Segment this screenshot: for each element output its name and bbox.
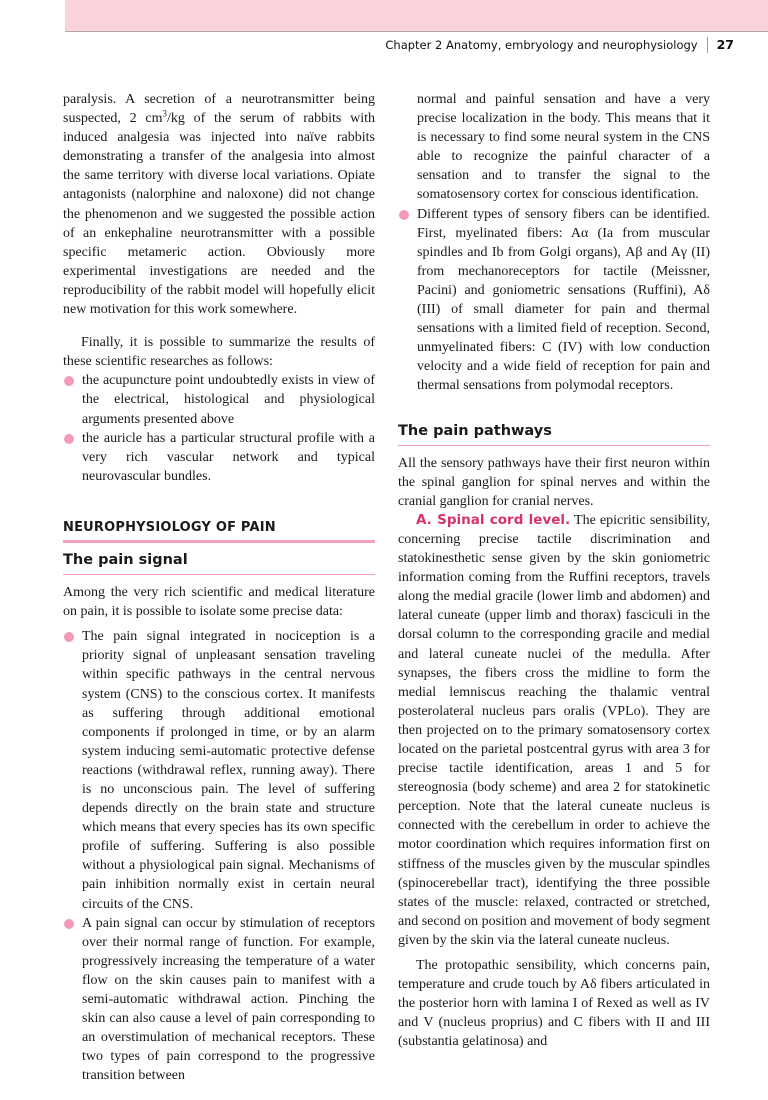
section-heading: NEUROPHYSIOLOGY OF PAIN	[63, 518, 375, 543]
list-item-text: the acupuncture point undoubtedly exists in view of the electrical, histological and physiological arguments presented above	[82, 373, 375, 427]
bullet-list	[398, 205, 710, 396]
chapter-title: Chapter 2 Anatomy, embryology and neurophysiology	[385, 38, 698, 52]
paragraph: Among the very rich scientific and medical literature on pain, it is possible to isolate some precise data:	[63, 585, 375, 620]
paragraph	[63, 90, 375, 319]
left-column	[63, 90, 375, 1100]
paragraph	[398, 511, 710, 950]
right-column	[398, 90, 710, 1052]
paragraph-text: paralysis. A secretion of a neurotransmitter being suspected, 2 cm	[63, 92, 375, 127]
list-item	[398, 205, 710, 396]
inline-heading: A. Spinal cord level.	[416, 511, 571, 528]
header-divider	[707, 37, 708, 53]
bullet-list	[63, 627, 375, 1085]
list-item	[63, 627, 375, 913]
list-item-text: Different types of sensory fibers can be identified. First, myelinated fibers: Aα (Ia from muscular spindles and Ib from Golgi organs), Aβ and Aγ (II) from mechanoreceptors for tactile (Meissner, Pacini) and goniometric sensations (Ruffini), Aδ (III) of small diameter for pain and thermal sensations with a limited field of reception. Second, unmyelinated fibers: C (IV) with low conduction velocity and a wide field of reception for pain and thermal sensations from polymodal receptors.	[417, 206, 710, 394]
list-item-text: The pain signal integrated in nociception is a priority signal of unpleasant sensation traveling within specific pathways in the central nervous system (CNS) to the conscious cortex. It manifests as suffering through additional emotional components if prolonged in time, or by an alarm system inducing semi-automatic protective defense reactions (withdrawal reflex, running away). There is no unconscious pain. The level of suffering depends directly on the brain state and structure which means that every species has its own specific profile of suffering. Suffering is also possible without a physiological pain signal. Mechanisms of pain inhibition normally exist in certain neural circuits of the CNS.	[82, 629, 375, 912]
subheading: The pain signal	[63, 551, 375, 575]
list-item	[63, 429, 375, 486]
list-item-text: A pain signal can occur by stimulation of receptors over their normal range of function. For example, progressively increasing the temperature of a water flow on the skin causes pain to manifest with a semi-automatic withdrawal action. Pinching the skin can also cause a level of pain corresponding to an overstimulation of mechanical receptors. These two types of pain correspond to the progressive transition between	[82, 915, 375, 1084]
list-item	[63, 371, 375, 428]
bullet-icon	[64, 376, 74, 386]
paragraph: normal and painful sensation and have a very precise localization in the body. This means that it is necessary to find some neural system in the CNS able to recognize the painful character of a sensation and to transfer the signal to the somatosensory cortex for conscious identification.	[417, 92, 710, 203]
subheading: The pain pathways	[398, 422, 710, 446]
paragraph-text: /kg of the serum of rabbits with induced analgesia was injected into naïve rabbits demonstrating a transfer of the analgesia into almost the same territory with diverse local variations. Opiate antagonists (nalorphine and naloxone) did not change the phenomenon and we suggested the possible action of an enkephaline neurotransmitter with a possible specific metameric action. Obviously more experimental investigations are needed and the reproducibility of the rabbit model will hopefully elicit new motivation for this work somewhere.	[63, 111, 375, 318]
running-head	[385, 37, 734, 53]
header-band	[65, 0, 768, 31]
superscript: 3	[162, 108, 168, 119]
list-item-text: the auricle has a particular structural profile with a very rich vascular network and typical neurovascular bundles.	[82, 430, 375, 484]
bullet-icon	[64, 919, 74, 929]
bullet-icon	[64, 632, 74, 642]
paragraph: The protopathic sensibility, which concerns pain, temperature and crude touch by Aδ fibers articulated in the posterior horn with lamina I of Rexed as well as IV and V (nucleus proprius) and C fibers with II and III (substantia gelatinosa) and	[398, 958, 710, 1050]
bullet-icon	[399, 210, 409, 220]
paragraph: All the sensory pathways have their first neuron within the spinal ganglion for spinal nerves and within the cranial ganglion for cranial nerves.	[398, 455, 710, 509]
bullet-icon	[64, 434, 74, 444]
bullet-list	[63, 371, 375, 486]
page-number: 27	[716, 37, 734, 52]
paragraph-text: The epicritic sensibility, concerning precise tactile discrimination and statokinesthetic sense given by the skin goniometric information coming from the Ruffini receptors, travels along the medial gracile (lower limb and abdomen) and lateral cuneate (upper limb and thorax) fasciculi in the dorsal column to the corresponding gracile and medial and lateral cuneate nuclei of the medulla. After synapses, the fibers cross the midline to form the medial lemniscus reaching the thalamic ventral posterolateral nucleus pars oralis (VPLo). They are then projected on to the primary somatosensory cortex located on the parietal postcentral gyrus with area 3 for precise tactile identification, areas 1 and 5 for stereognosia (body scheme) and area 2 for statokinetic perception. Note that the lateral cuneate nucleus is connected with the cerebellum in order to achieve the motor coordination which requires information first on stiffness of the muscles given by the muscular spindles (spinocerebellar tract), identifying the three possible states of the muscle: relaxed, contracted or stretched, and second on position and movement of body segment given by the skin via the lateral cuneate nucleus.	[398, 512, 710, 948]
paragraph: Finally, it is possible to summarize the results of these scientific researches as follows:	[63, 335, 375, 370]
